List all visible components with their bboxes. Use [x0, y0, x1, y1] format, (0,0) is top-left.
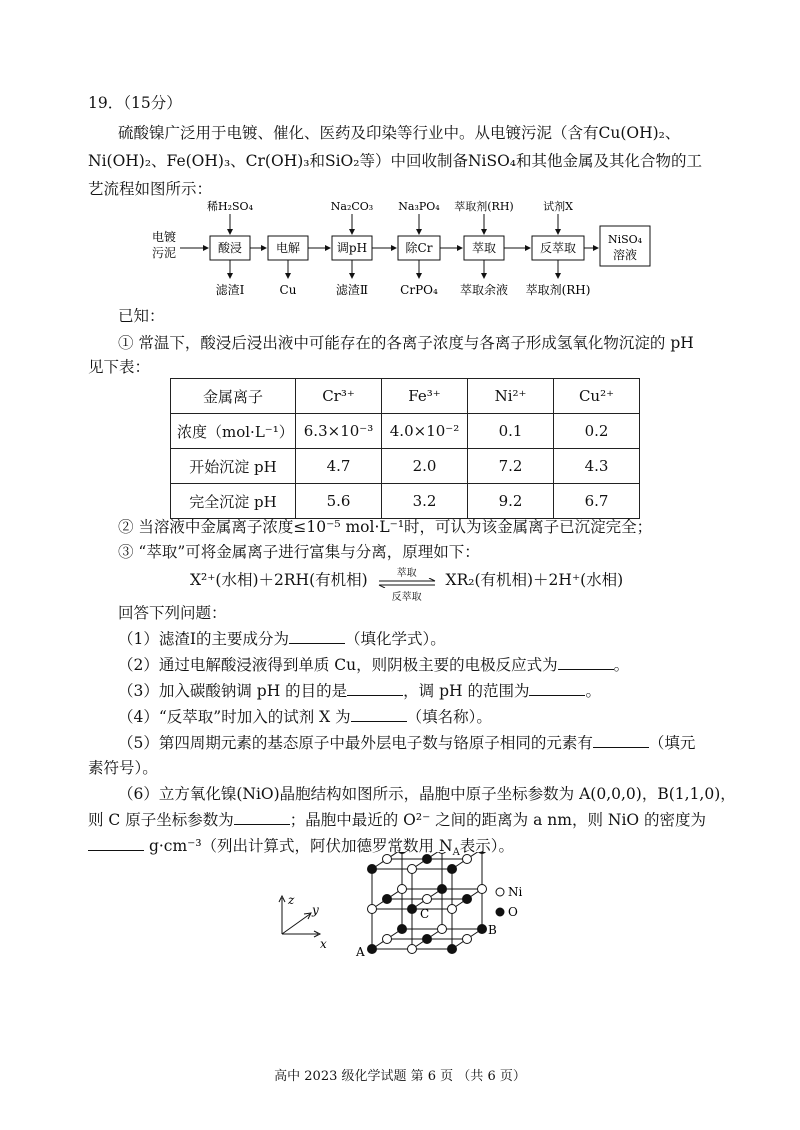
flow-step-acid-leach: 酸浸	[217, 241, 243, 255]
q4-text-b: （填名称）。	[406, 708, 492, 726]
table-cell: 2.0	[382, 449, 468, 484]
equation-left: X²⁺(水相)＋2RH(有机相)	[190, 571, 368, 589]
answer-blank	[289, 629, 345, 644]
question-2	[118, 654, 629, 676]
table-cell: 9.2	[468, 484, 554, 519]
question-6a: （6）立方氧化镍(NiO)晶胞结构如图所示，晶胞中原子坐标参数为 A(0,0,0)，B(1,1,0)，	[118, 785, 736, 803]
legend-o-icon	[496, 908, 504, 916]
flow-output-extractant: 萃取剂(RH)	[525, 283, 591, 297]
q6-text-e: 表示）。	[459, 837, 515, 855]
flow-end-line1: NiSO₄	[607, 233, 643, 246]
q6-text-b: 则 C 原子坐标参数为	[88, 811, 234, 829]
question-1	[118, 628, 446, 650]
answer-blank	[347, 681, 403, 696]
table-cell: 开始沉淀 pH	[171, 449, 296, 484]
table-cell: 4.7	[296, 449, 382, 484]
intro-line-2: Ni(OH)₂、Fe(OH)₃、Cr(OH)₃和SiO₂等）中回收制备NiSO₄和其他金属及其化合物的工	[88, 152, 703, 170]
q5-text-b: （填元	[648, 734, 696, 752]
known-item3: ③ “萃取”可将金属离子进行富集与分离，原理如下：	[118, 543, 480, 561]
question-header: 19．（15分）	[88, 94, 182, 112]
q1-text-a: （1）滤渣Ⅰ的主要成分为	[118, 630, 289, 648]
known-item1a: ① 常温下，酸浸后浸出液中可能存在的各离子浓度与各离子形成氢氧化物沉淀的 pH	[118, 334, 694, 352]
ion-table	[170, 378, 640, 519]
axis-label-z: z	[288, 893, 295, 907]
q1-text-b: （填化学式）。	[345, 630, 446, 648]
flow-reagent-x: 试剂X	[543, 200, 573, 213]
answer-blank	[529, 681, 585, 696]
question-5-cont: 素符号）。	[88, 759, 158, 777]
question-6b	[88, 809, 706, 831]
table-cell: 5.6	[296, 484, 382, 519]
known-item2: ② 当溶液中金属离子浓度≤10⁻⁵ mol·L⁻¹时，可认为该金属离子已沉淀完全；	[118, 518, 653, 536]
table-row	[171, 449, 640, 484]
question-3	[118, 680, 601, 702]
known-title: 已知：	[118, 307, 165, 325]
q3-text-b: ，调 pH 的范围为	[403, 682, 530, 700]
flow-output-raffinate: 萃取余液	[459, 283, 509, 297]
q3-text-a: （3）加入碳酸钠调 pH 的目的是	[118, 682, 348, 700]
flow-output-crpo4: CrPO₄	[400, 283, 438, 297]
nio-unit-cell-diagram	[270, 852, 530, 964]
table-header-row	[171, 379, 640, 414]
table-row	[171, 484, 640, 519]
flow-step-extraction: 萃取	[471, 241, 497, 255]
table-cell: 浓度（mol·L⁻¹）	[171, 414, 296, 449]
flow-reagent-na2co3: Na₂CO₃	[330, 200, 374, 213]
legend-ni-icon	[496, 888, 504, 896]
axis-label-x: x	[320, 937, 327, 951]
table-header-cell: Cu²⁺	[554, 379, 640, 414]
answer-blank	[593, 733, 649, 748]
flow-output-residue1: 滤渣Ⅰ	[215, 283, 245, 297]
flow-step-remove-cr: 除Cr	[405, 241, 433, 255]
table-cell: 4.3	[554, 449, 640, 484]
known-item1b: 见下表：	[88, 358, 151, 376]
table-cell: 6.3×10⁻³	[296, 414, 382, 449]
extraction-equation	[190, 566, 624, 603]
table-cell: 7.2	[468, 449, 554, 484]
table-cell: 3.2	[382, 484, 468, 519]
flow-reagent-h2so4: 稀H₂SO₄	[207, 200, 253, 213]
question-5	[118, 732, 695, 754]
table-cell: 0.2	[554, 414, 640, 449]
flow-output-residue2: 滤渣Ⅱ	[335, 283, 369, 297]
process-flowchart	[140, 196, 660, 300]
legend-ni-label: Ni	[508, 885, 523, 899]
flow-step-electrolysis: 电解	[275, 241, 301, 255]
table-header-cell: 金属离子	[171, 379, 296, 414]
answer-blank	[558, 655, 614, 670]
arrow-bottom-label: 反萃取	[391, 592, 422, 603]
questions-lead: 回答下列问题：	[118, 604, 227, 622]
q6-text-d: g·cm⁻³（列出计算式，阿伏加德罗常数用 N	[148, 837, 453, 855]
q5-text-a: （5）第四周期元素的基态原子中最外层电子数与铬原子相同的元素有	[118, 734, 593, 752]
flow-step-back-extraction: 反萃取	[539, 241, 577, 255]
page-footer: 高中 2023 级化学试题 第 6 页 （共 6 页）	[274, 1069, 526, 1084]
double-arrow-icon	[377, 578, 437, 588]
answer-blank	[351, 707, 407, 722]
answer-blank	[88, 836, 144, 851]
arrow-top-label: 萃取	[396, 568, 417, 579]
q3-text-c: 。	[585, 682, 601, 700]
table-header-cell: Cr³⁺	[296, 379, 382, 414]
legend-o-label: O	[508, 905, 518, 919]
q4-text-a: （4）“反萃取”时加入的试剂 X 为	[118, 708, 351, 726]
q6-sub-a: A	[452, 847, 460, 859]
q2-text-a: （2）通过电解酸浸液得到单质 Cu，则阴极主要的电极反应式为	[118, 656, 558, 674]
flow-step-adjust-ph: 调pH	[336, 241, 368, 255]
atoms	[368, 852, 487, 954]
point-label-a: A	[356, 945, 365, 959]
table-row	[171, 414, 640, 449]
flow-end-line2: 溶液	[612, 248, 638, 262]
axis-label-y: y	[312, 903, 319, 917]
q2-text-b: 。	[613, 656, 630, 674]
flow-start-line2: 污泥	[152, 246, 177, 260]
table-cell: 6.7	[554, 484, 640, 519]
table-cell: 4.0×10⁻²	[382, 414, 468, 449]
flow-reagent-na3po4: Na₃PO₄	[398, 200, 440, 213]
flow-reagent-extractant: 萃取剂(RH)	[454, 200, 514, 213]
answer-blank	[234, 810, 290, 825]
intro-line-1: 硫酸镍广泛用于电镀、催化、医药及印染等行业中。从电镀污泥（含有Cu(OH)₂、	[118, 124, 681, 142]
table-header-cell: Fe³⁺	[382, 379, 468, 414]
intro-line-3: 艺流程如图所示：	[88, 180, 213, 198]
flow-output-cu: Cu	[279, 283, 297, 297]
question-4	[118, 706, 492, 728]
equation-right: XR₂(有机相)＋2H⁺(水相)	[445, 571, 624, 589]
equilibrium-arrow-icon	[377, 566, 437, 603]
table-header-cell: Ni²⁺	[468, 379, 554, 414]
q6-text-c: ；晶胞中最近的 O²⁻ 之间的距离为 a nm，则 NiO 的密度为	[289, 811, 707, 829]
flow-start-line1: 电镀	[152, 230, 177, 244]
table-cell: 0.1	[468, 414, 554, 449]
table-cell: 完全沉淀 pH	[171, 484, 296, 519]
point-label-b: B	[488, 923, 497, 937]
point-label-c: C	[420, 907, 430, 921]
